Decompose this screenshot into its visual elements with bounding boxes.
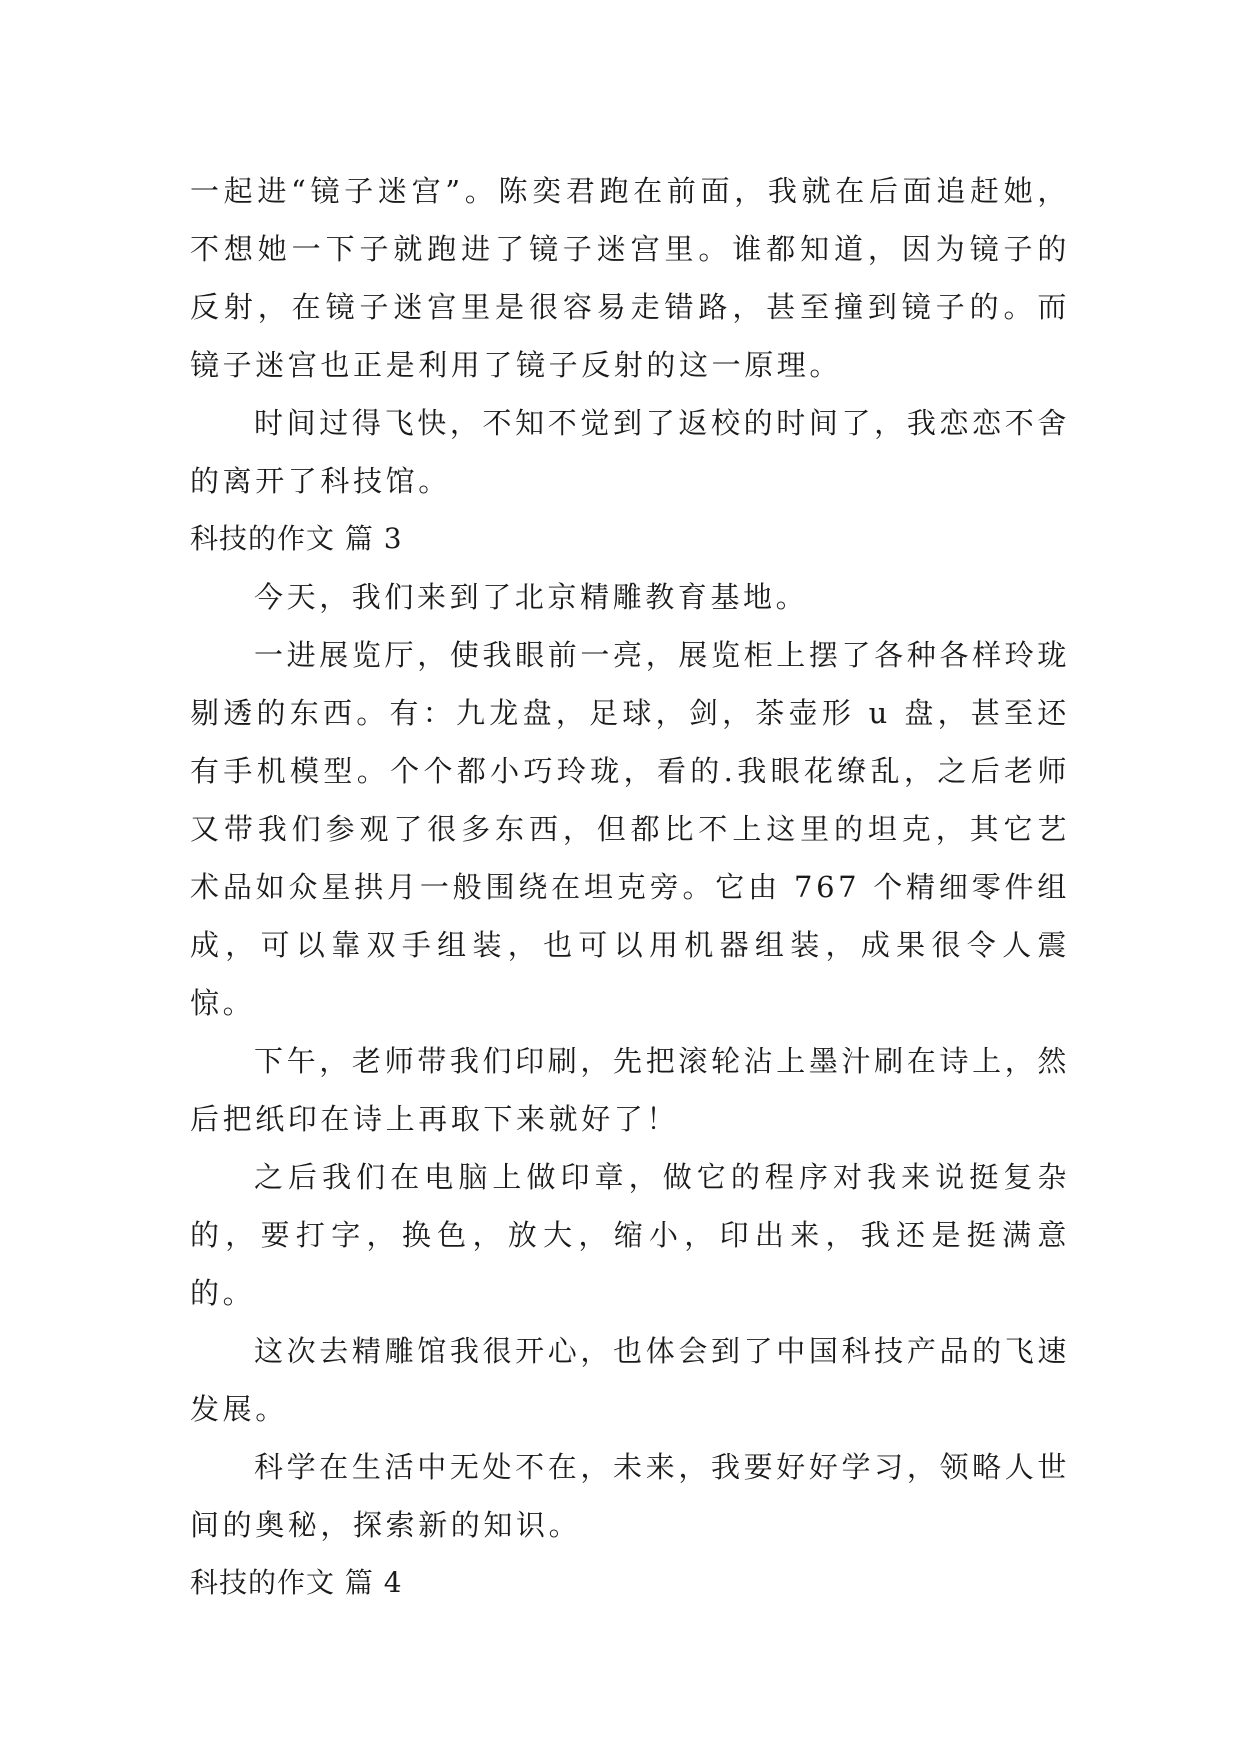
document-body <box>190 162 1070 1612</box>
section-heading-4: 科技的作文 篇 4 <box>190 1566 403 1599</box>
paragraph-today-visit: 今天，我们来到了北京精雕教育基地。 <box>254 580 809 614</box>
paragraph-exhibition-hall: 一进展览厅，使我眼前一亮，展览柜上摆了各种各样玲珑剔透的东西。有：九龙盘，足球，剑，茶壶形 u 盘，甚至还有手机模型。个个都小巧玲珑，看的.我眼花缭乱，之后老师又带我们参观了很多东西，但都比不上这里的坦克，其它艺术品如众星拱月一般围绕在坦克旁。它由 767 个精细零件组成，可以靠双手组装，也可以用机器组装，成果很令人震惊。 <box>190 638 1070 1020</box>
paragraph-science-everywhere: 科学在生活中无处不在，未来，我要好好学习，领略人世间的奥秘，探索新的知识。 <box>190 1450 1070 1542</box>
paragraph-making-seal: 之后我们在电脑上做印章，做它的程序对我来说挺复杂的，要打字，换色，放大，缩小，印出来，我还是挺满意的。 <box>190 1160 1070 1310</box>
paragraph-afternoon-printing: 下午，老师带我们印刷，先把滚轮沾上墨汁刷在诗上，然后把纸印在诗上再取下来就好了！ <box>190 1044 1070 1136</box>
paragraph-happy-trip: 这次去精雕馆我很开心，也体会到了中国科技产品的飞速发展。 <box>190 1334 1070 1426</box>
paragraph-mirror-maze: 一起进“镜子迷宫”。陈奕君跑在前面，我就在后面追赶她，不想她一下子就跑进了镜子迷宫里。谁都知道，因为镜子的反射，在镜子迷宫里是很容易走错路，甚至撞到镜子的。而镜子迷宫也正是利用了镜子反射的这一原理。 <box>190 174 1070 382</box>
paragraph-leaving-museum: 时间过得飞快，不知不觉到了返校的时间了，我恋恋不舍的离开了科技馆。 <box>190 406 1070 498</box>
section-heading-3: 科技的作文 篇 3 <box>190 522 403 555</box>
